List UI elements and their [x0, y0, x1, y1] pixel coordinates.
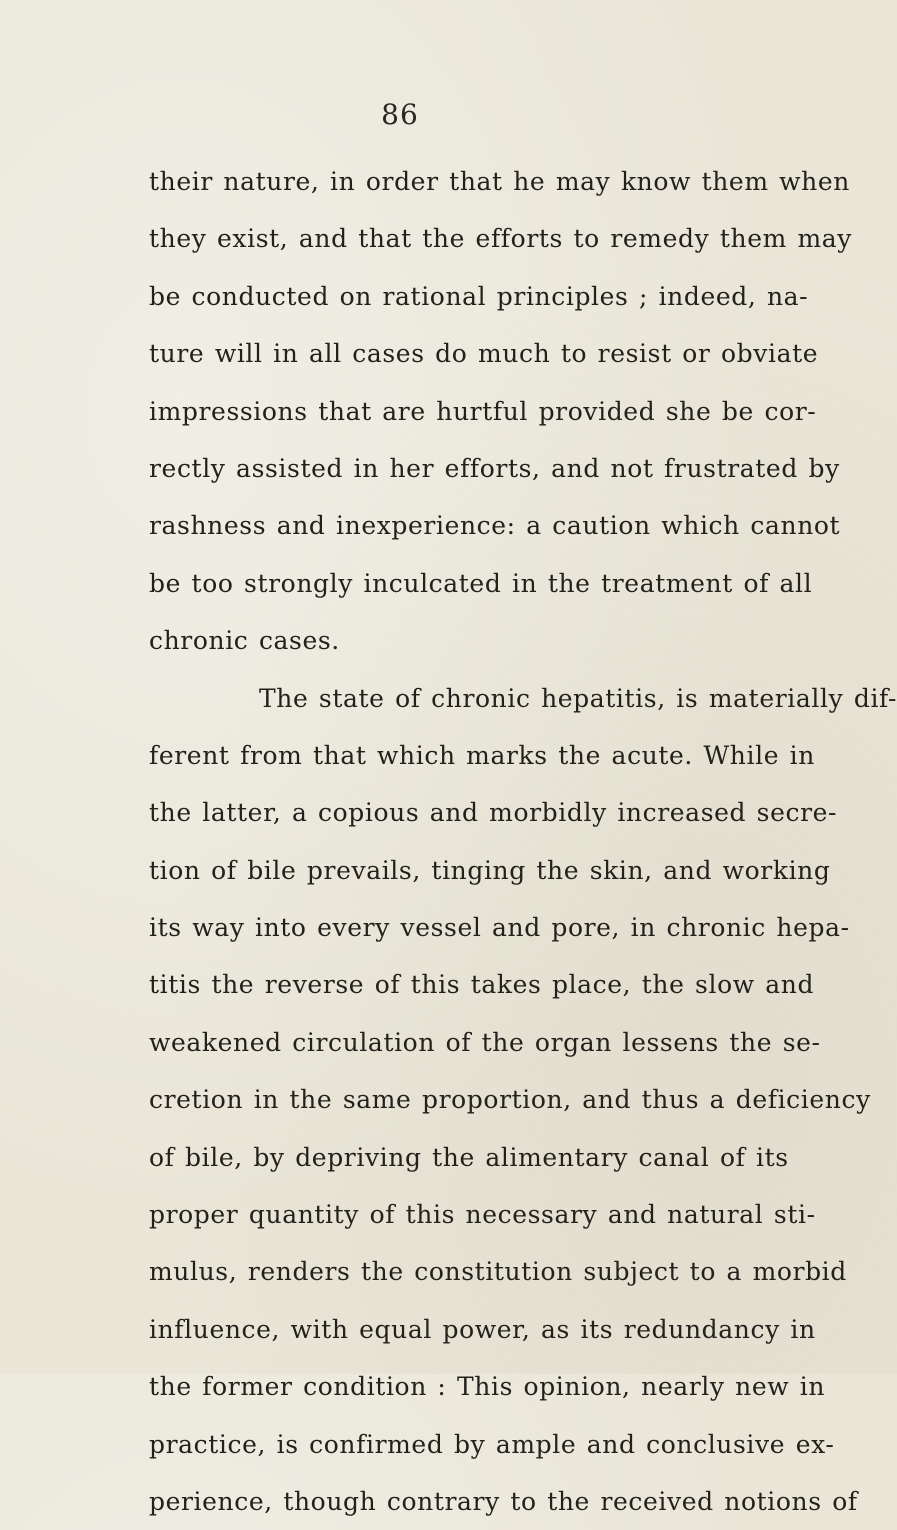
text-line: tion of bile prevails, tinging the skin, and working [149, 855, 831, 885]
body-text [149, 153, 897, 1530]
text-line: proper quantity of this necessary and natural sti- [149, 1200, 816, 1230]
paragraph-first-line: The state of chronic hepatitis, is materially dif- [259, 683, 897, 713]
text-line: chronic cases. [149, 626, 340, 656]
text-line: titis the reverse of this takes place, the slow and [149, 970, 815, 1000]
text-line: be too strongly inculcated in the treatment of all [149, 568, 813, 598]
text-line: rectly assisted in her efforts, and not frustrated by [149, 453, 840, 483]
text-line: they exist, and that the efforts to remedy them may [149, 224, 852, 254]
text-line: impressions that are hurtful provided she be cor- [149, 396, 817, 426]
text-line: the latter, a copious and morbidly increased secre- [149, 798, 838, 828]
text-line: their nature, in order that he may know them when [149, 167, 850, 196]
text-line: ture will in all cases do much to resist or obviate [149, 339, 819, 369]
text-line: cretion in the same proportion, and thus a deficiency [149, 1085, 871, 1115]
text-line: mulus, renders the constitution subject to a morbid [149, 1257, 847, 1287]
text-line: the former condition : This opinion, nearly new in [149, 1372, 826, 1402]
text-line: influence, with equal power, as its redundancy in [149, 1314, 816, 1344]
text-line: ferent from that which marks the acute. While in [149, 740, 815, 770]
text-line: practice, is confirmed by ample and conclusive ex- [149, 1429, 835, 1459]
text-line: be conducted on rational principles ; indeed, na- [149, 281, 809, 311]
page-number: 86 [381, 98, 419, 131]
text-line: perience, though contrary to the received notions of [149, 1486, 858, 1516]
text-line: weakened circulation of the organ lessens the se- [149, 1027, 821, 1057]
text-line: of bile, by depriving the alimentary canal of its [149, 1142, 789, 1172]
text-line: its way into every vessel and pore, in chronic hepa- [149, 913, 850, 943]
text-line: rashness and inexperience: a caution which cannot [149, 511, 841, 541]
